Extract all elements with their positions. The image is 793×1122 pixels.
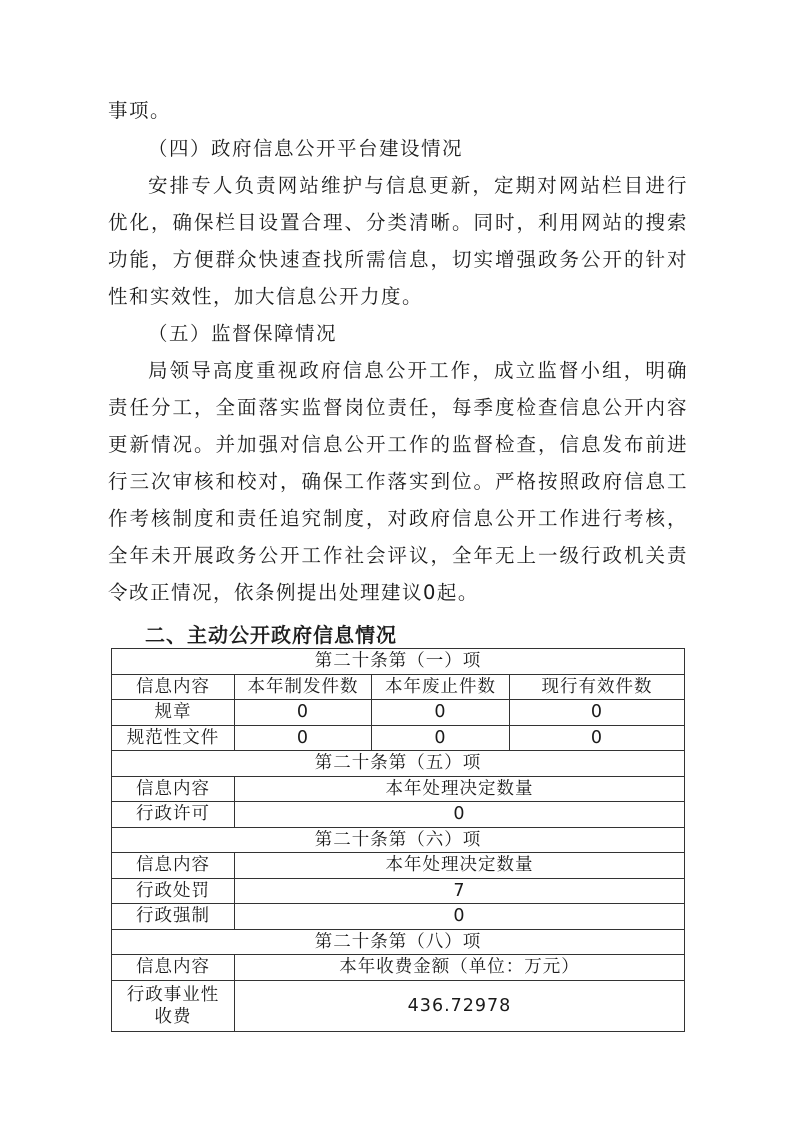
article-header: 第二十条第（五）项 <box>112 751 685 777</box>
article-header: 第二十条第（六）项 <box>112 827 685 853</box>
subheading-supervision: （五）监督保障情况 <box>148 322 338 345</box>
row-label-line: 收费 <box>154 1006 192 1027</box>
table-row <box>112 700 685 726</box>
table-row <box>112 904 685 930</box>
cell-value: 0 <box>372 725 510 751</box>
row-label: 规章 <box>112 700 235 726</box>
section-title: 二、主动公开政府信息情况 <box>145 623 397 647</box>
cell-value: 0 <box>510 700 685 726</box>
column-header: 本年制发件数 <box>235 674 372 700</box>
table-row <box>112 751 685 777</box>
row-label-line: 行政事业性 <box>126 984 220 1005</box>
paragraph-supervision: 局领导高度重视政府信息公开工作，成立监督小组，明确责任分工，全面落实监督岗位责任，每季度检查信息公开内容更新情况。并加强对信息公开工作的监督检查，信息发布前进行三次审核和校对，确保工作落实到位。严格按照政府信息工作考核制度和责任追究制度，对政府信息公开工作进行考核，全年未开展政务公开工作社会评议，全年无上一级行政机关责令改正情况，依条例提出处理建议0起。 <box>108 359 688 604</box>
cell-value: 0 <box>235 725 372 751</box>
cell-value: 0 <box>235 904 685 930</box>
cell-value: 0 <box>372 700 510 726</box>
article-header: 第二十条第（八）项 <box>112 929 685 955</box>
cell-value: 0 <box>510 725 685 751</box>
column-header: 信息内容 <box>112 776 235 802</box>
cell-value: 0 <box>235 700 372 726</box>
paragraph-tail: 事项。 <box>108 99 172 122</box>
table-row <box>112 929 685 955</box>
column-header: 本年处理决定数量 <box>235 776 685 802</box>
table-row <box>112 878 685 904</box>
row-label <box>112 980 235 1031</box>
column-header: 本年废止件数 <box>372 674 510 700</box>
table-row <box>112 674 685 700</box>
table-row <box>112 776 685 802</box>
article-header: 第二十条第（一）项 <box>112 649 685 675</box>
table-row <box>112 649 685 675</box>
column-header: 信息内容 <box>112 853 235 879</box>
column-header: 本年处理决定数量 <box>235 853 685 879</box>
table-row <box>112 955 685 981</box>
column-header: 信息内容 <box>112 955 235 981</box>
table-row <box>112 980 685 1031</box>
column-header: 本年收费金额（单位：万元） <box>235 955 685 981</box>
table-row <box>112 802 685 828</box>
column-header: 信息内容 <box>112 674 235 700</box>
cell-value: 7 <box>235 878 685 904</box>
table-row <box>112 725 685 751</box>
subheading-platform: （四）政府信息公开平台建设情况 <box>148 137 464 160</box>
disclosure-table <box>111 648 685 1032</box>
column-header: 现行有效件数 <box>510 674 685 700</box>
row-label: 行政处罚 <box>112 878 235 904</box>
cell-value: 0 <box>235 802 685 828</box>
table-row <box>112 827 685 853</box>
row-label: 行政许可 <box>112 802 235 828</box>
paragraph-platform: 安排专人负责网站维护与信息更新，定期对网站栏目进行优化，确保栏目设置合理、分类清晰。同时，利用网站的搜索功能，方便群众快速查找所需信息，切实增强政务公开的针对性和实效性，加大信息公开力度。 <box>108 174 688 308</box>
table-row <box>112 853 685 879</box>
cell-value: 436.72978 <box>235 980 685 1031</box>
row-label: 规范性文件 <box>112 725 235 751</box>
row-label: 行政强制 <box>112 904 235 930</box>
